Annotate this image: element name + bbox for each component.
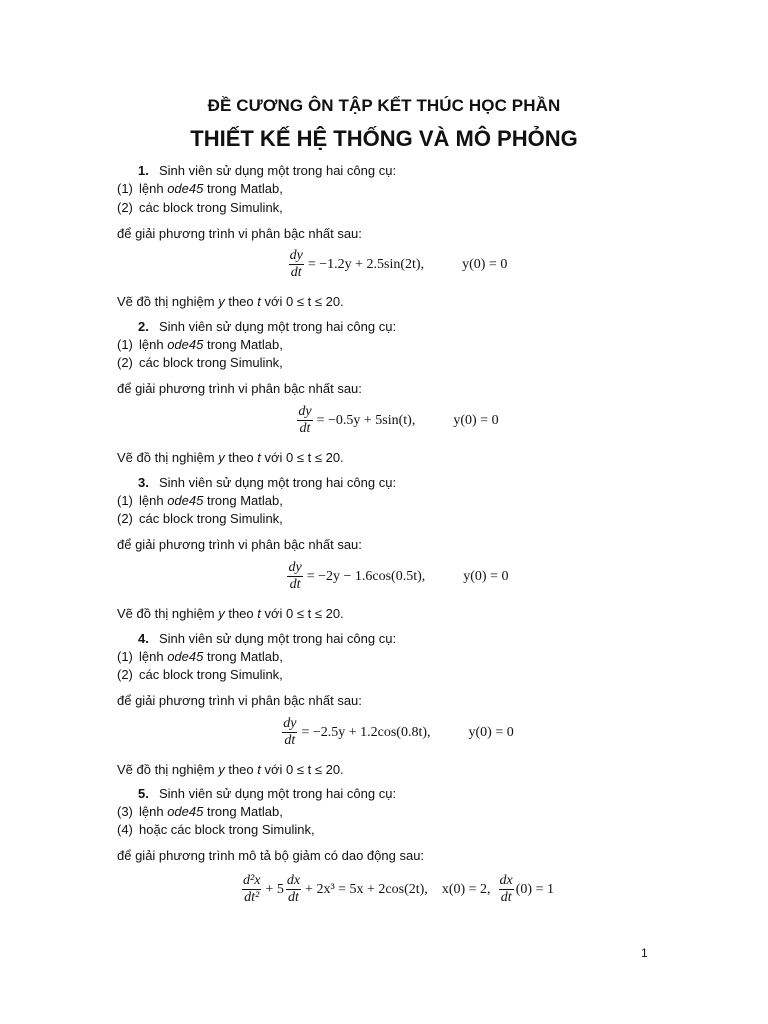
equation-prompt: để giải phương trình vi phân bậc nhất sau: (117, 226, 362, 241)
plot-instruction: Vẽ đồ thị nghiệm y theo t với 0 ≤ t ≤ 20. (117, 606, 344, 621)
equation-prompt: để giải phương trình vi phân bậc nhất sau: (117, 537, 362, 552)
tool-option-1: (1) lệnh ode45 trong Matlab, (117, 337, 283, 352)
page-number: 1 (641, 946, 648, 960)
differential-equation: $\frac{dy}{dt}$ = −2y − 1.6cos(0.5t), y(0) = 0 (288, 560, 509, 592)
initial-condition: y(0) = 0 (468, 724, 514, 740)
initial-condition: y(0) = 0 (463, 568, 509, 584)
document-title-line2: THIẾT KẾ HỆ THỐNG VÀ MÔ PHỎNG (190, 126, 578, 151)
tool-option-2: (2) các block trong Simulink, (117, 667, 283, 682)
differential-equation: $\frac{dy}{dt}$ = −1.2y + 2.5sin(2t), y(0) = 0 (289, 248, 508, 280)
plot-instruction: Vẽ đồ thị nghiệm y theo t với 0 ≤ t ≤ 20. (117, 762, 344, 777)
plot-instruction: Vẽ đồ thị nghiệm y theo t với 0 ≤ t ≤ 20. (117, 294, 344, 309)
question-number: 1. (138, 163, 149, 178)
document-title-line1: ĐỀ CƯƠNG ÔN TẬP KẾT THÚC HỌC PHẦN (207, 96, 561, 115)
equation-prompt: để giải phương trình vi phân bậc nhất sau: (117, 381, 362, 396)
differential-equation: $\frac{\text{d²x}}{\text{dt²}}$ + 5 $\frac{dx}{dt}$ + 2x³ = 5x + 2cos(2t), x(0) = 2, $\frac{dx}{dt}$ (0) = 1 (243, 873, 554, 905)
tool-option-2: (2) các block trong Simulink, (117, 511, 283, 526)
question-intro: 2. Sinh viên sử dụng một trong hai công cụ: (138, 319, 397, 334)
question-intro: 4. Sinh viên sử dụng một trong hai công cụ: (138, 631, 397, 646)
initial-condition: y(0) = 0 (453, 412, 499, 428)
equation-prompt: để giải phương trình mô tả bộ giảm có dao động sau: (117, 848, 425, 863)
question-intro: 5. Sinh viên sử dụng một trong hai công cụ: (138, 786, 397, 801)
tool-option-2: (2) các block trong Simulink, (117, 355, 283, 370)
tool-option-1: (1) lệnh ode45 trong Matlab, (117, 649, 283, 664)
tool-option-1: (1) lệnh ode45 trong Matlab, (117, 181, 283, 196)
tool-option-1: (1) lệnh ode45 trong Matlab, (117, 493, 283, 508)
tool-option-2: (4) hoặc các block trong Simulink, (117, 822, 315, 837)
equation-prompt: để giải phương trình vi phân bậc nhất sau: (117, 693, 362, 708)
differential-equation: $\frac{dy}{dt}$ = −0.5y + 5sin(t), y(0) = 0 (298, 404, 499, 436)
initial-condition: (0) = 1 (515, 881, 554, 897)
question-intro: 3. Sinh viên sử dụng một trong hai công cụ: (138, 475, 397, 490)
initial-condition: y(0) = 0 (462, 256, 508, 272)
question-number: 3. (138, 475, 149, 490)
question-number: 5. (138, 786, 149, 801)
plot-instruction: Vẽ đồ thị nghiệm y theo t với 0 ≤ t ≤ 20. (117, 450, 344, 465)
tool-option-1: (3) lệnh ode45 trong Matlab, (117, 804, 283, 819)
initial-condition: x(0) = 2, (441, 881, 491, 897)
question-number: 4. (138, 631, 149, 646)
question-number: 2. (138, 319, 149, 334)
differential-equation: $\frac{dy}{dt}$ = −2.5y + 1.2cos(0.8t), y(0) = 0 (283, 716, 514, 748)
tool-option-2: (2) các block trong Simulink, (117, 200, 283, 215)
question-intro: 1. Sinh viên sử dụng một trong hai công cụ: (138, 163, 397, 178)
